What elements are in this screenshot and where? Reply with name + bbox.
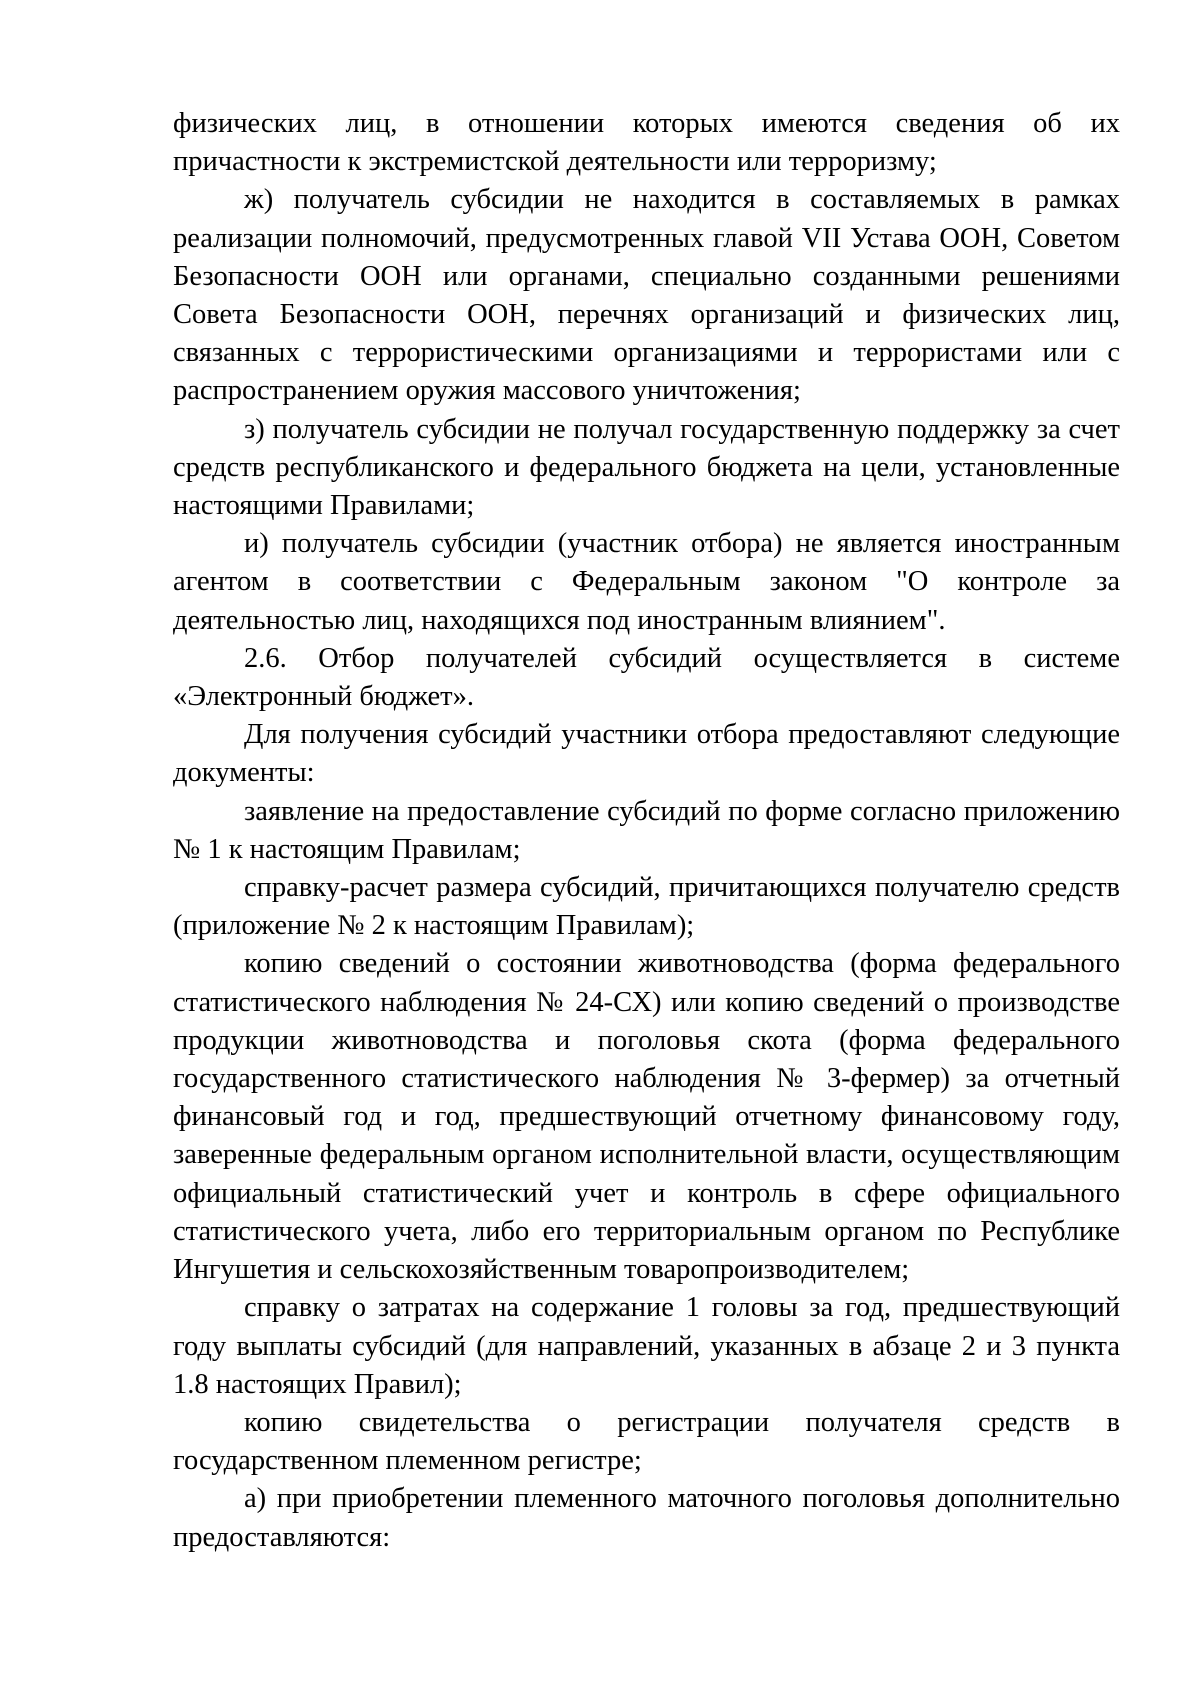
paragraph-livestock-statistics: копию сведений о состоянии животноводства (форма федерального статистического наблюдения № 24-СХ) или копию сведений о производстве продукции животноводства и поголовья скота (форма федерального государственного статистического наблюдения № 3-фермер) за отчетный финансовый год и год, предшествующий отчетному финансовому году, заверенные федеральным органом исполнительной власти, осуществляющим официальный статистический учет и контроль в сфере официального статистического учета, либо его территориальным органом по Республике Ингушетия и сельскохозяйственным товаропроизводителем;: [173, 948, 1120, 1286]
paragraph-application-form: заявление на предоставление субсидий по форме согласно приложению № 1 к настоящим Правилам;: [173, 795, 1120, 865]
paragraph-item-a: а) при приобретении племенного маточного поголовья дополнительно предоставляются:: [173, 1483, 1120, 1553]
paragraph-documents-intro: Для получения субсидий участники отбора предоставляют следующие документы:: [173, 719, 1120, 789]
paragraph-continuation: физических лиц, в отношении которых имеются сведения об их причастности к экстремистской деятельности или терроризму;: [173, 108, 1120, 178]
paragraph-item-i: и) получатель субсидии (участник отбора) не является иностранным агентом в соответствии с Федеральным законом "О контроле за деятельностью лиц, находящихся под иностранным влиянием".: [173, 528, 1120, 636]
paragraph-item-zh: ж) получатель субсидии не находится в составляемых в рамках реализации полномочий, предусмотренных главой VII Устава ООН, Советом Безопасности ООН или органами, специально созданными решениями Совета Безопасности ООН, перечнях организаций и физических лиц, связанных с террористическими организациями и террористами или с распространением оружия массового уничтожения;: [173, 184, 1120, 407]
paragraph-item-z: з) получатель субсидии не получал государственную поддержку за счет средств республиканского и федерального бюджета на цели, установленные настоящими Правилами;: [173, 413, 1120, 522]
document-page: [173, 105, 1120, 1557]
paragraph-calculation-certificate: справку-расчет размера субсидий, причитающихся получателю средств (приложение № 2 к настоящим Правилам);: [173, 872, 1120, 942]
paragraph-cost-certificate: справку о затратах на содержание 1 головы за год, предшествующий году выплаты субсидий (для направлений, указанных в абзаце 2 и 3 пункта 1.8 настоящих Правил);: [173, 1292, 1120, 1400]
paragraph-registry-certificate: копию свидетельства о регистрации получателя средств в государственном племенном регистре;: [173, 1406, 1120, 1477]
paragraph-clause-2-6: 2.6. Отбор получателей субсидий осуществляется в системе «Электронный бюджет».: [173, 642, 1120, 713]
